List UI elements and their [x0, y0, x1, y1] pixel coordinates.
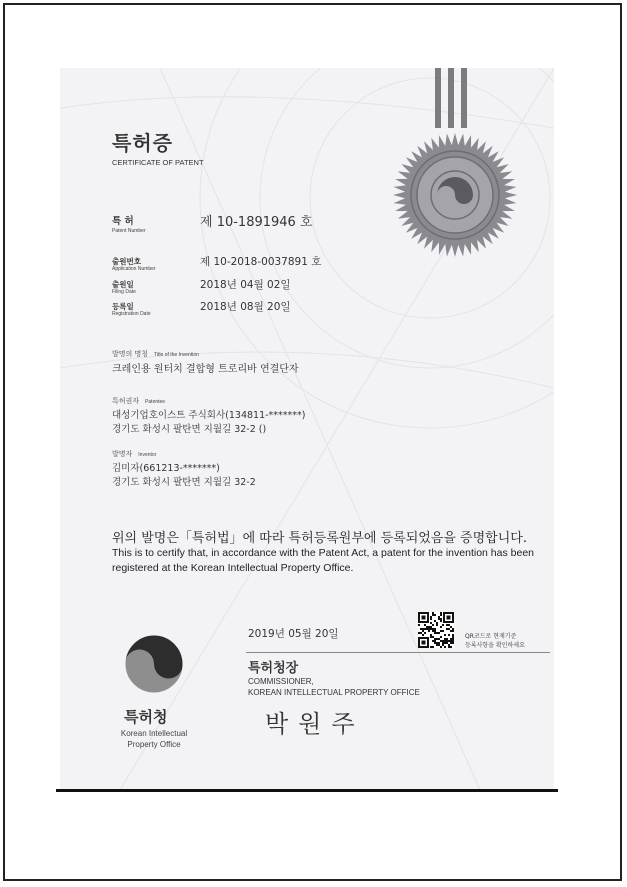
- invention-title-label-en: Title of the Invention: [154, 352, 199, 358]
- verification-qr-code[interactable]: [418, 612, 454, 648]
- application-number-label-en: Application Number: [112, 266, 156, 272]
- kipo-logo: [123, 633, 185, 695]
- patentee-name: 대성기업호이스트 주식회사(134811-*******): [112, 410, 306, 421]
- inventor-address: 경기도 화성시 팔탄면 지월길 32-2: [112, 477, 256, 488]
- patent-number-label-en: Patent Number: [112, 228, 146, 234]
- invention-title-value: 크레인용 원터치 결합형 트로리바 연결단자: [112, 364, 299, 375]
- bottom-rule: [56, 789, 558, 792]
- application-number-label: 출원번호: [112, 257, 141, 266]
- inventor-heading: [112, 449, 156, 459]
- patentee-heading: [112, 396, 165, 406]
- certificate-title-en: CERTIFICATE OF PATENT: [112, 158, 204, 167]
- patentee-label: 특허권자: [112, 397, 140, 405]
- inventor-label: 발명자: [112, 450, 133, 458]
- seal-ribbon-stripe: [448, 68, 454, 128]
- certificate-title: 특허증: [112, 131, 173, 155]
- application-number-value: 제 10-2018-0037891 호: [200, 256, 322, 268]
- commissioner-title-en-line1: COMMISSIONER,: [248, 677, 314, 686]
- invention-title-label: 발명의 명칭: [112, 350, 149, 358]
- commissioner-title: 특허청장: [248, 661, 299, 676]
- qr-note: [465, 632, 525, 650]
- seal-ribbon-stripe: [435, 68, 441, 128]
- registration-date-value: 2018년 08월 20일: [200, 301, 291, 313]
- commissioner-title-en-line2: KOREAN INTELLECTUAL PROPERTY OFFICE: [248, 688, 420, 697]
- registration-date-label: 등록일: [112, 302, 134, 311]
- office-name-en-line1: Korean Intellectual: [120, 729, 188, 738]
- patent-number-label: 특 허: [112, 216, 134, 227]
- filing-date-value: 2018년 04월 02일: [200, 279, 291, 291]
- office-name: 특허청: [124, 708, 168, 726]
- commissioner-signature: 박원주: [265, 710, 365, 738]
- qr-note-line2: 등록사항을 확인하세요: [465, 642, 525, 649]
- registration-date-label-en: Registration Date: [112, 311, 151, 317]
- commissioner-title-en: [248, 676, 420, 698]
- office-name-en-line2: Property Office: [127, 740, 181, 749]
- official-seal: [390, 130, 520, 260]
- issue-date: 2019년 05월 20일: [248, 628, 339, 640]
- inventor-label-en: Inventor: [138, 452, 157, 458]
- patentee-label-en: Patentee: [145, 399, 166, 405]
- filing-date-label-en: Filing Date: [112, 289, 136, 295]
- patent-number-value: 제 10-1891946 호: [200, 215, 313, 230]
- commissioner-divider: [246, 652, 550, 653]
- inventor-name: 김미자(661213-*******): [112, 463, 220, 474]
- certificate-sheet: [60, 68, 554, 790]
- patentee-address: 경기도 화성시 팔탄면 지월길 32-2 (): [112, 424, 267, 435]
- seal-ribbon-stripe: [461, 68, 467, 128]
- certification-statement-en: This is to certify that, in accordance with the Patent Act, a patent for the invention has been registered at the Korean Intellectual Property Office.: [112, 547, 534, 574]
- qr-note-line1: QR코드로 현재기준: [465, 633, 517, 640]
- office-name-en: [114, 728, 194, 750]
- invention-title-heading: [112, 349, 199, 359]
- certification-statement-ko: 위의 발명은「특허법」에 따라 특허등록원부에 등록되었음을 증명합니다.: [112, 531, 527, 546]
- filing-date-label: 출원일: [112, 280, 134, 289]
